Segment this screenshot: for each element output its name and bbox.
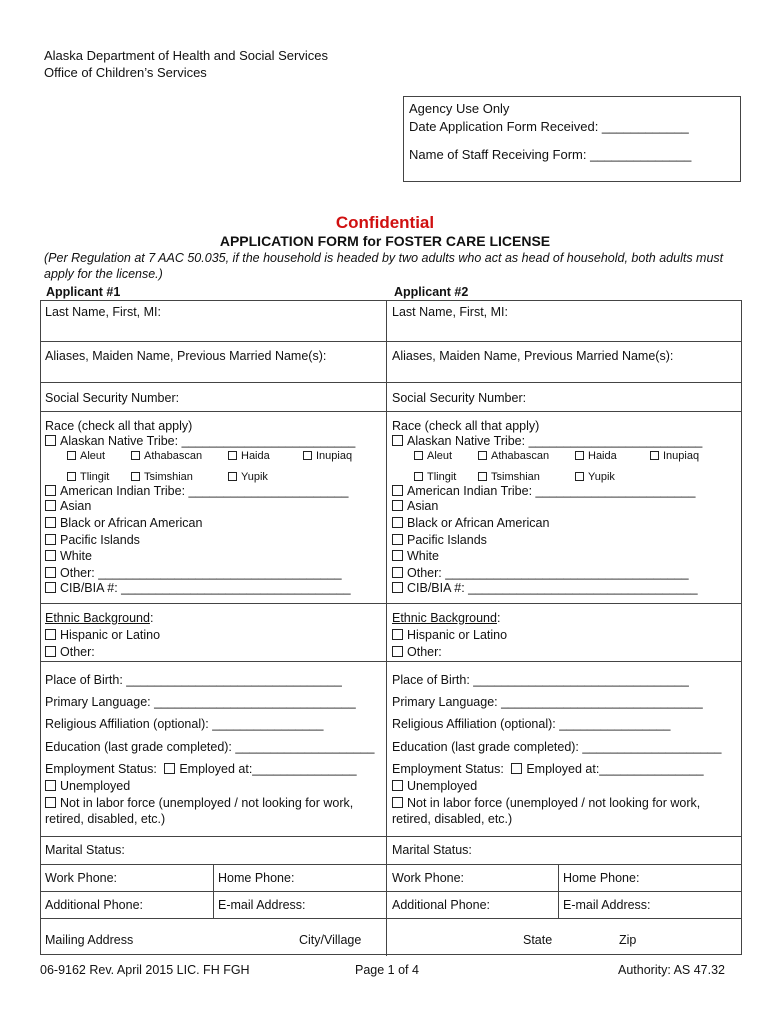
a2-hispanic-checkbox[interactable] (392, 629, 403, 640)
a1-not-labor-checkbox[interactable] (45, 797, 56, 808)
a2-asian-checkbox[interactable] (392, 500, 403, 511)
agency-use-box (403, 96, 741, 182)
a1-other-checkbox[interactable] (45, 567, 56, 578)
a2-american-indian-label: American Indian Tribe: _______________________ (407, 484, 696, 498)
a1-white-checkbox[interactable] (45, 550, 56, 561)
department-name: Alaska Department of Health and Social Services (44, 48, 328, 63)
a1-tlingit-checkbox[interactable] (67, 472, 76, 481)
a1-not-labor-option[interactable] (45, 795, 353, 811)
a1-education-field[interactable]: Education (last grade completed): ____________________ (45, 740, 375, 754)
a2-aleut-checkbox[interactable] (414, 451, 423, 460)
a1-ethnic-label-text: Ethnic Background (45, 611, 150, 625)
a2-inupiaq-label: Inupiaq (663, 450, 700, 462)
zip-field[interactable]: Zip (619, 933, 637, 947)
a2-other-label: Other: ___________________________________ (407, 566, 689, 580)
a1-athabascan-checkbox[interactable] (131, 451, 140, 460)
a1-pacific-checkbox[interactable] (45, 534, 56, 545)
a1-aleut-label: Aleut (80, 450, 106, 462)
a1-asian-label: Asian (60, 499, 92, 513)
a2-race-label: Race (check all that apply) (392, 419, 540, 433)
a2-yupik-label: Yupik (588, 471, 615, 483)
a1-tribe-inupiaq[interactable] (303, 448, 352, 464)
a2-marital-field[interactable]: Marital Status: (392, 843, 472, 857)
a2-tribe-athabascan[interactable] (478, 448, 549, 464)
a2-work-phone-field[interactable]: Work Phone: (392, 871, 465, 885)
a2-employed-checkbox[interactable] (511, 763, 522, 774)
a1-american-indian-checkbox[interactable] (45, 485, 56, 496)
a2-pacific-option[interactable] (392, 532, 487, 548)
a1-tribe-athabascan[interactable] (131, 448, 202, 464)
a1-employed-at-label: Employed at:_______________ (179, 762, 357, 776)
a2-not-labor-line2: retired, disabled, etc.) (392, 812, 513, 826)
a2-aliases-field[interactable]: Aliases, Maiden Name, Previous Married Name(s): (392, 349, 674, 363)
a2-black-option[interactable] (392, 515, 549, 531)
a2-ssn-field[interactable]: Social Security Number: (392, 391, 527, 405)
a1-tribe-haida[interactable] (228, 448, 270, 464)
a2-education-field[interactable]: Education (last grade completed): ____________________ (392, 740, 722, 754)
a2-asian-label: Asian (407, 499, 439, 513)
a1-other-label: Other: ___________________________________ (60, 566, 342, 580)
a1-not-labor-line2: retired, disabled, etc.) (45, 812, 166, 826)
a2-email-field[interactable]: E-mail Address: (563, 898, 651, 912)
a1-ethnic-colon: : (149, 611, 154, 625)
a2-alaskan-native-checkbox[interactable] (392, 435, 403, 446)
a1-unemployed-label: Unemployed (60, 779, 131, 793)
a2-tribe-inupiaq[interactable] (650, 448, 699, 464)
a2-cib-checkbox[interactable] (392, 582, 403, 593)
a1-ssn-field[interactable]: Social Security Number: (45, 391, 180, 405)
a2-ethnic-colon: : (496, 611, 501, 625)
a2-haida-checkbox[interactable] (575, 451, 584, 460)
a2-athabascan-label: Athabascan (491, 450, 550, 462)
a1-hispanic-label: Hispanic or Latino (60, 628, 161, 642)
a1-pacific-label: Pacific Islands (60, 533, 140, 547)
a1-inupiaq-label: Inupiaq (316, 450, 353, 462)
staff-name-field[interactable]: Name of Staff Receiving Form: ______________ (409, 147, 692, 162)
a1-employed-checkbox[interactable] (164, 763, 175, 774)
a2-language-field[interactable]: Primary Language: _____________________________ (392, 695, 703, 709)
a2-asian-option[interactable] (392, 498, 438, 514)
a1-alaskan-native-checkbox[interactable] (45, 435, 56, 446)
a2-cib-option[interactable] (392, 580, 698, 596)
a1-aliases-field[interactable]: Aliases, Maiden Name, Previous Married Name(s): (45, 349, 327, 363)
a1-language-field[interactable]: Primary Language: _____________________________ (45, 695, 356, 709)
office-name: Office of Children’s Services (44, 65, 207, 80)
a2-inupiaq-checkbox[interactable] (650, 451, 659, 460)
a1-inupiaq-checkbox[interactable] (303, 451, 312, 460)
a2-home-phone-field[interactable]: Home Phone: (563, 871, 640, 885)
a2-yupik-checkbox[interactable] (575, 472, 584, 481)
form-number: 06-9162 Rev. April 2015 LIC. FH FGH (40, 963, 250, 977)
a1-white-label: White (60, 549, 92, 563)
a2-athabascan-checkbox[interactable] (478, 451, 487, 460)
a1-hispanic-option[interactable] (45, 627, 160, 643)
a2-tribe-haida[interactable] (575, 448, 617, 464)
a1-black-label: Black or African American (60, 516, 203, 530)
a1-athabascan-label: Athabascan (144, 450, 203, 462)
a1-race-label: Race (check all that apply) (45, 419, 193, 433)
a2-white-checkbox[interactable] (392, 550, 403, 561)
department-header (44, 47, 328, 81)
a1-religion-field[interactable]: Religious Affiliation (optional): ________________ (45, 717, 324, 731)
a2-not-labor-option[interactable] (392, 795, 700, 811)
regulation-note: (Per Regulation at 7 AAC 50.035, if the household is headed by two adults who act as head of household, both adults must apply for the license.) (44, 251, 724, 281)
agency-use-title: Agency Use Only (409, 101, 510, 116)
mailing-address-field[interactable]: Mailing Address (45, 933, 134, 947)
a2-tribe-aleut[interactable] (414, 448, 452, 464)
a1-cib-option[interactable] (45, 580, 351, 596)
a2-alaskan-native-label: Alaskan Native Tribe: _________________________ (407, 434, 703, 448)
a2-hispanic-option[interactable] (392, 627, 507, 643)
a1-tlingit-label: Tlingit (80, 471, 110, 483)
a2-american-indian-checkbox[interactable] (392, 485, 403, 496)
a1-american-indian-option[interactable] (45, 483, 348, 499)
a2-not-labor-checkbox[interactable] (392, 797, 403, 808)
a1-cib-checkbox[interactable] (45, 582, 56, 593)
a1-black-option[interactable] (45, 515, 202, 531)
a2-ethnic-label-text: Ethnic Background (392, 611, 497, 625)
state-field[interactable]: State (523, 933, 553, 947)
a1-ethnic-other-label: Other: (60, 645, 95, 659)
a2-ethnic-other-option[interactable] (392, 644, 442, 660)
a2-white-option[interactable] (392, 548, 439, 564)
a2-other-option[interactable] (392, 565, 689, 581)
a1-email-field[interactable]: E-mail Address: (218, 898, 306, 912)
a1-marital-field[interactable]: Marital Status: (45, 843, 125, 857)
a1-ethnic-label (45, 610, 153, 626)
a1-birth-field[interactable]: Place of Birth: _______________________________ (45, 673, 342, 687)
a2-ethnic-other-label: Other: (407, 645, 442, 659)
authority: Authority: AS 47.32 (618, 963, 726, 977)
a1-cib-label: CIB/BIA #: _________________________________ (60, 581, 351, 595)
a2-tsimshian-checkbox[interactable] (478, 472, 487, 481)
applicant1-heading: Applicant #1 (46, 285, 121, 299)
a1-ethnic-other-checkbox[interactable] (45, 646, 56, 657)
a1-tribe-aleut[interactable] (67, 448, 105, 464)
a2-american-indian-option[interactable] (392, 483, 695, 499)
a2-name-field[interactable]: Last Name, First, MI: (392, 305, 508, 319)
a1-yupik-label: Yupik (241, 471, 268, 483)
a2-pacific-label: Pacific Islands (407, 533, 487, 547)
a2-birth-field[interactable]: Place of Birth: _______________________________ (392, 673, 689, 687)
a1-other-option[interactable] (45, 565, 342, 581)
a1-haida-checkbox[interactable] (228, 451, 237, 460)
a1-asian-option[interactable] (45, 498, 91, 514)
a1-asian-checkbox[interactable] (45, 500, 56, 511)
a1-employment-row (45, 761, 357, 777)
a1-additional-phone-field[interactable]: Additional Phone: (45, 898, 143, 912)
a1-haida-label: Haida (241, 450, 270, 462)
a2-aleut-label: Aleut (427, 450, 453, 462)
a2-unemployed-label: Unemployed (407, 779, 478, 793)
a1-pacific-option[interactable] (45, 532, 140, 548)
a1-hispanic-checkbox[interactable] (45, 629, 56, 640)
a2-ethnic-label (392, 610, 500, 626)
a1-yupik-checkbox[interactable] (228, 472, 237, 481)
a1-not-labor-label: Not in labor force (unemployed / not looking for work, (60, 796, 354, 810)
a2-unemployed-option[interactable] (392, 778, 477, 794)
a1-unemployed-option[interactable] (45, 778, 130, 794)
a1-black-checkbox[interactable] (45, 517, 56, 528)
a2-employed-at-label: Employed at:_______________ (526, 762, 704, 776)
a2-religion-field[interactable]: Religious Affiliation (optional): ________________ (392, 717, 671, 731)
form-title: APPLICATION FORM for FOSTER CARE LICENSE (219, 233, 551, 249)
a2-alaskan-native-option[interactable] (392, 433, 702, 449)
page-number: Page 1 of 4 (355, 963, 419, 977)
a2-white-label: White (407, 549, 439, 563)
a1-american-indian-label: American Indian Tribe: _______________________ (60, 484, 349, 498)
confidential-label: Confidential (335, 213, 435, 232)
a2-tsimshian-label: Tsimshian (491, 471, 540, 483)
applicant-table (40, 300, 742, 955)
a1-tsimshian-checkbox[interactable] (131, 472, 140, 481)
a1-alaskan-native-label: Alaskan Native Tribe: _________________________ (60, 434, 356, 448)
applicant2-heading: Applicant #2 (394, 285, 469, 299)
a2-hispanic-label: Hispanic or Latino (407, 628, 508, 642)
a2-additional-phone-field[interactable]: Additional Phone: (392, 898, 490, 912)
a2-tlingit-label: Tlingit (427, 471, 457, 483)
a1-unemployed-checkbox[interactable] (45, 780, 56, 791)
a2-employment-row (392, 761, 704, 777)
a2-cib-label: CIB/BIA #: _________________________________ (407, 581, 698, 595)
a2-employment-label: Employment Status: (392, 762, 504, 776)
a2-black-checkbox[interactable] (392, 517, 403, 528)
date-received-field[interactable]: Date Application Form Received: ____________ (409, 119, 689, 134)
a1-tsimshian-label: Tsimshian (144, 471, 193, 483)
a1-white-option[interactable] (45, 548, 92, 564)
a1-alaskan-native-option[interactable] (45, 433, 355, 449)
a2-unemployed-checkbox[interactable] (392, 780, 403, 791)
a2-black-label: Black or African American (407, 516, 550, 530)
a1-employment-label: Employment Status: (45, 762, 157, 776)
a1-ethnic-other-option[interactable] (45, 644, 95, 660)
a1-home-phone-field[interactable]: Home Phone: (218, 871, 295, 885)
a2-other-checkbox[interactable] (392, 567, 403, 578)
a2-not-labor-label: Not in labor force (unemployed / not looking for work, (407, 796, 701, 810)
a2-haida-label: Haida (588, 450, 617, 462)
a2-pacific-checkbox[interactable] (392, 534, 403, 545)
a1-aleut-checkbox[interactable] (67, 451, 76, 460)
a2-ethnic-other-checkbox[interactable] (392, 646, 403, 657)
a1-work-phone-field[interactable]: Work Phone: (45, 871, 118, 885)
a1-name-field[interactable]: Last Name, First, MI: (45, 305, 161, 319)
city-field[interactable]: City/Village (299, 933, 362, 947)
a2-tlingit-checkbox[interactable] (414, 472, 423, 481)
